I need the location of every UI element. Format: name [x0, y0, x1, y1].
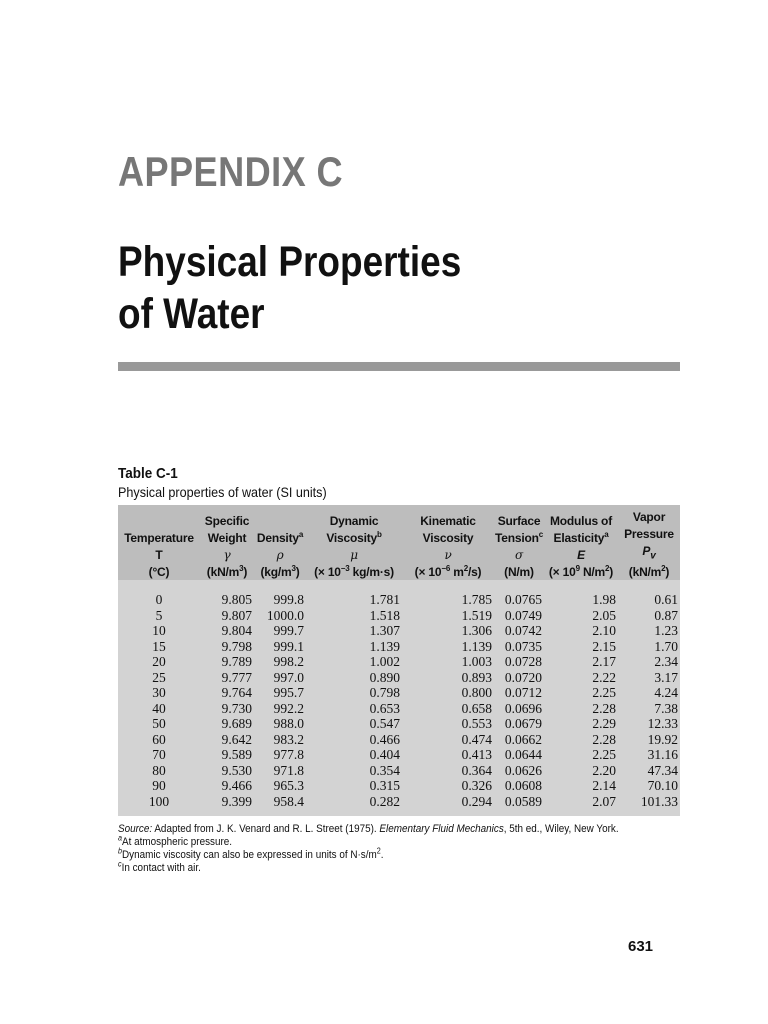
table-cell: 20	[152, 654, 166, 670]
source-note: Source: Adapted from J. K. Venard and R. L. Street (1975). Elementary Fluid Mechanics, 5th ed., Wiley, New York.	[118, 823, 619, 835]
table-cell: 1.139	[369, 638, 400, 654]
table-cell: 10	[152, 623, 166, 639]
table-cell: 0.474	[461, 731, 492, 747]
table-cell: 1.003	[461, 654, 492, 670]
table-row	[118, 685, 680, 701]
table-row	[118, 763, 680, 779]
table-cell: 0.0662	[504, 731, 542, 747]
table-cell: 2.20	[592, 762, 616, 778]
table-cell: 9.798	[221, 638, 252, 654]
table-cell: 1.70	[654, 638, 678, 654]
table-row	[118, 654, 680, 670]
table-cell: 0.0679	[504, 716, 542, 732]
table-cell: 0.0749	[504, 607, 542, 623]
table-cell: 965.3	[273, 778, 304, 794]
table-cell: 2.07	[592, 793, 616, 809]
table-cell: 983.2	[273, 731, 304, 747]
table-cell: 9.805	[221, 592, 252, 608]
table-cell: 12.33	[647, 716, 678, 732]
table-cell: 1.23	[654, 623, 678, 639]
table-cell: 1.785	[461, 592, 492, 608]
table-cell: 1.98	[592, 592, 616, 608]
table-cell: 60	[152, 731, 166, 747]
table-cell: 0.800	[461, 685, 492, 701]
table-cell: 1.002	[369, 654, 400, 670]
table-cell: 90	[152, 778, 166, 794]
table-row	[118, 639, 680, 655]
table-cell: 50	[152, 716, 166, 732]
page-title	[118, 236, 461, 340]
table-cell: 9.689	[221, 716, 252, 732]
table-row	[118, 623, 680, 639]
table-cell: 0.0589	[504, 793, 542, 809]
table-row	[118, 670, 680, 686]
table-footnotes	[118, 823, 718, 875]
table-cell: 0.0720	[504, 669, 542, 685]
table-cell: 9.804	[221, 623, 252, 639]
table-cell: 101.33	[640, 793, 678, 809]
properties-table	[118, 505, 680, 809]
table-cell: 0.0644	[504, 747, 542, 763]
table-cell: 2.05	[592, 607, 616, 623]
table-cell: 1.306	[461, 623, 492, 639]
table-cell: 0.0626	[504, 762, 542, 778]
properties-table-panel	[118, 505, 680, 816]
table-cell: 0.354	[369, 762, 400, 778]
table-cell: 0.326	[461, 778, 492, 794]
table-header-row	[118, 505, 680, 584]
footnote-b: $^b$Dynamic viscosity can also be expressed in units of $N\cdot s/m^2$.	[118, 846, 384, 861]
table-cell: 40	[152, 700, 166, 716]
table-cell: 9.764	[221, 685, 252, 701]
table-cell: 0.0728	[504, 654, 542, 670]
table-cell: 1.781	[369, 592, 400, 608]
table-cell: 0.0765	[504, 592, 542, 608]
table-cell: 9.642	[221, 731, 252, 747]
table-cell: 2.15	[592, 638, 616, 654]
table-cell: 999.7	[273, 623, 304, 639]
table-cell: 0.404	[369, 747, 400, 763]
table-row	[118, 747, 680, 763]
table-cell: 1.139	[461, 638, 492, 654]
table-cell: 31.16	[647, 747, 678, 763]
table-cell: 1000.0	[266, 607, 304, 623]
table-cell: 2.34	[654, 654, 678, 670]
table-cell: 0.294	[461, 793, 492, 809]
col-header-kinematic-viscosity: Kinematic Viscosity ν (× $10^{-6}$ $m^2/s$)	[414, 514, 482, 580]
table-cell: 15	[152, 638, 166, 654]
title-divider	[118, 362, 680, 371]
table-cell: 998.2	[273, 654, 304, 670]
table-cell: 70.10	[647, 778, 678, 794]
table-cell: 9.789	[221, 654, 252, 670]
table-cell: 2.10	[592, 623, 616, 639]
table-cell: 988.0	[273, 716, 304, 732]
footnote-a: $^a$At atmospheric pressure.	[118, 833, 233, 848]
col-header-vapor-pressure: Vapor Pressure $P_v$ $(kN/m^2)$	[624, 510, 674, 580]
table-row	[118, 701, 680, 717]
table-row	[118, 794, 680, 810]
table-cell: 0.466	[369, 731, 400, 747]
table-cell: 958.4	[273, 793, 304, 809]
footnote-c: $^c$In contact with air.	[118, 859, 201, 874]
table-cell: 9.466	[221, 778, 252, 794]
table-cell: 0.87	[654, 607, 678, 623]
table-cell: 997.0	[273, 669, 304, 685]
table-cell: 9.530	[221, 762, 252, 778]
table-cell: 0.0696	[504, 700, 542, 716]
table-cell: 30	[152, 685, 166, 701]
col-header-density: Density$^a$ ρ $(kg/m^3)$	[256, 530, 304, 580]
table-cell: 2.25	[592, 685, 616, 701]
table-cell: 25	[152, 669, 166, 685]
table-cell: 2.25	[592, 747, 616, 763]
table-cell: 0.0608	[504, 778, 542, 794]
page-number: 631	[628, 938, 654, 955]
table-cell: 0.890	[369, 669, 400, 685]
table-row	[118, 584, 680, 608]
title-line-1: Physical Properties	[118, 238, 462, 286]
table-cell: 0.553	[461, 716, 492, 732]
table-cell: 2.29	[592, 716, 616, 732]
table-cell: 1.518	[369, 607, 400, 623]
table-cell: 9.807	[221, 607, 252, 623]
table-cell: 9.589	[221, 747, 252, 763]
table-cell: 3.17	[654, 669, 678, 685]
table-cell: 2.22	[592, 669, 616, 685]
table-cell: 9.777	[221, 669, 252, 685]
table-row	[118, 732, 680, 748]
table-row	[118, 778, 680, 794]
table-cell: 100	[148, 793, 170, 809]
table-cell: 971.8	[273, 762, 304, 778]
table-cell: 0.0735	[504, 638, 542, 654]
table-cell: 0.61	[654, 592, 678, 608]
table-cell: 999.8	[273, 592, 304, 608]
table-cell: 995.7	[273, 685, 304, 701]
table-cell: 0.364	[461, 762, 492, 778]
table-cell: 0.798	[369, 685, 400, 701]
table-cell: 2.14	[592, 778, 616, 794]
col-header-dynamic-viscosity: Dynamic Viscosity$^b$ μ (× $10^{-3}$ kg/m·s)	[314, 514, 394, 580]
table-cell: 70	[152, 747, 166, 763]
table-cell: 0.413	[461, 747, 492, 763]
col-header-surface-tension: Surface Tension$^c$ σ (N/m)	[495, 514, 543, 580]
table-cell: 0.315	[369, 778, 400, 794]
table-cell: 0.0742	[504, 623, 542, 639]
appendix-label: APPENDIX C	[118, 148, 344, 195]
table-cell: 0.658	[461, 700, 492, 716]
col-header-temperature: Temperature T (°C)	[124, 531, 194, 580]
table-cell: 2.28	[592, 731, 616, 747]
table-cell: 4.24	[654, 685, 678, 701]
table-cell: 5	[155, 607, 163, 623]
table-cell: 19.92	[647, 731, 678, 747]
table-cell: 80	[152, 762, 166, 778]
title-line-2: of Water	[118, 290, 265, 338]
table-cell: 0.893	[461, 669, 492, 685]
table-cell: 9.399	[221, 793, 252, 809]
table-cell: 1.307	[369, 623, 400, 639]
table-cell: 47.34	[647, 762, 678, 778]
table-cell: 0	[155, 592, 163, 608]
table-row	[118, 608, 680, 624]
table-cell: 992.2	[273, 700, 304, 716]
table-cell: 0.282	[369, 793, 400, 809]
table-cell: 0.653	[369, 700, 400, 716]
table-cell: 999.1	[273, 638, 304, 654]
table-id: Table C-1	[118, 465, 178, 482]
table-cell: 0.547	[369, 716, 400, 732]
table-cell: 9.730	[221, 700, 252, 716]
table-cell: 7.38	[654, 700, 678, 716]
col-header-specific-weight: Specific Weight γ $(kN/m^3)$	[204, 514, 250, 580]
table-cell: 0.0712	[504, 685, 542, 701]
table-cell: 1.519	[461, 607, 492, 623]
table-cell: 977.8	[273, 747, 304, 763]
table-body	[118, 584, 680, 809]
table-cell: 2.17	[592, 654, 616, 670]
table-row	[118, 716, 680, 732]
col-header-modulus: Modulus of Elasticity$^a$ E (× $10^9$ $N/m^2$)	[548, 514, 614, 580]
table-caption: Physical properties of water (SI units)	[118, 484, 327, 500]
table-cell: 2.28	[592, 700, 616, 716]
